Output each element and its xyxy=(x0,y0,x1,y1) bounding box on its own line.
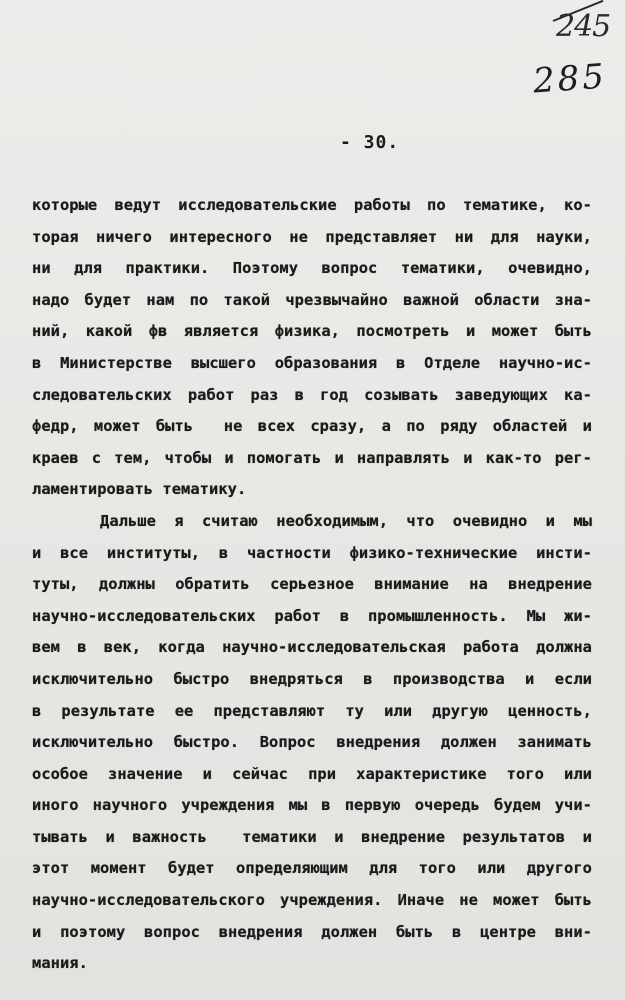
text-line: исключительно быстро внедряться в производства и если xyxy=(32,669,592,688)
text-line: надо будет нам по такой чрезвычайно важной области зна- xyxy=(32,290,592,309)
page-number: - 30. xyxy=(340,132,400,153)
text-line: туты, должны обратить серьезное внимание на внедрение xyxy=(32,575,592,594)
text-line: вем в век, когда научно-исследовательская работа должна xyxy=(32,638,592,657)
handwritten-page-folio: 285 xyxy=(531,56,609,102)
text-line: ний, какой фв является физика, посмотреть и может быть xyxy=(32,322,592,341)
text-line: и все институты, в частности физико-технические инсти- xyxy=(32,543,592,562)
text-line: ламентировать тематику. xyxy=(32,480,247,499)
text-line: следовательских работ раз в год созывать заведующих ка- xyxy=(32,385,592,404)
text-line: торая ничего интересного не представляет ни для науки, xyxy=(32,227,592,246)
text-line: краев с тем, чтобы и помогать и направлять и как-то рег- xyxy=(32,448,592,467)
text-line: ни для практики. Поэтому вопрос тематики, очевидно, xyxy=(32,259,592,278)
text-line: и поэтому вопрос внедрения должен быть в центре вни- xyxy=(32,922,592,941)
text-line: которые ведут исследовательские работы по тематике, ко- xyxy=(32,196,592,214)
text-line: в результате ее представляют ту или другую ценность, xyxy=(32,701,592,720)
text-line: в Министерстве высшего образования в Отделе научно-ис- xyxy=(32,353,592,372)
typewritten-body-text xyxy=(32,190,592,980)
text-line: иного научного учреждения мы в первую очередь будем учи- xyxy=(32,796,592,815)
text-line: Дальше я считаю необходимым, что очевидно и мы xyxy=(100,511,592,530)
text-line: этот момент будет определяющим для того или другого xyxy=(32,859,592,878)
text-line: мания. xyxy=(32,954,88,973)
text-line: тывать и важность тематики и внедрение результатов и xyxy=(32,827,592,846)
crossed-out-page-folio: 245 xyxy=(556,9,611,44)
text-line: научно-исследовательских работ в промышленность. Мы жи- xyxy=(32,606,592,625)
text-line: исключительно быстро. Вопрос внедрения должен занимать xyxy=(32,733,592,752)
text-line: научно-исследовательского учреждения. Иначе не может быть xyxy=(32,891,592,910)
text-line: федр, может быть не всех сразу, а по ряду областей и xyxy=(32,417,592,436)
text-line: особое значение и сейчас при характеристике того или xyxy=(32,764,592,783)
